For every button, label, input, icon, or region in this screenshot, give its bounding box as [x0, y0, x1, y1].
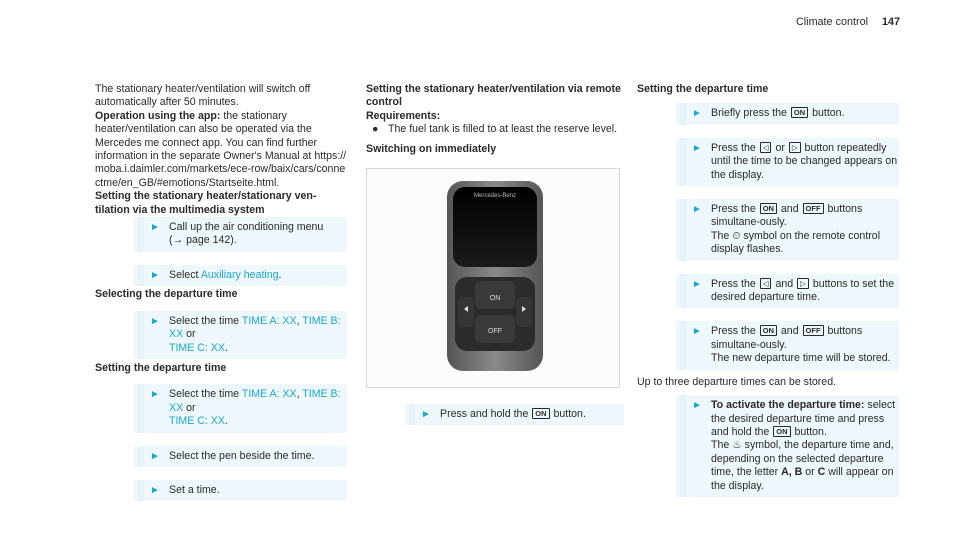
app-heading: Operation using the app: — [95, 109, 221, 122]
requirement-item — [372, 123, 624, 136]
on-symbol-icon: ON — [773, 426, 790, 437]
step-text: The new departure time will be stored. — [711, 352, 891, 365]
left-symbol-icon: ◁ — [760, 142, 772, 153]
switch-heading: Switching on immediately — [366, 142, 497, 155]
step-text: Briefly press the — [711, 107, 787, 120]
brand-text: Mercedes-Benz — [473, 193, 517, 200]
remote-control-icon — [367, 169, 619, 387]
step-arrow-icon: ► — [150, 269, 160, 281]
column-1 — [95, 83, 347, 501]
section-title: Climate control — [795, 16, 868, 28]
punct: . — [278, 268, 282, 281]
manual-url: https://moba.i.daimler.com/markets/ece-row/baix/cars/connectme/en_GB/#emotions/Startseite.html. — [95, 150, 347, 189]
on-symbol-icon: ON — [760, 325, 777, 336]
step-arrow-icon: ► — [692, 326, 702, 338]
step-text: button repeatedly until the time to be changed appears on the display. — [711, 141, 898, 181]
step-call-menu — [134, 217, 347, 252]
multimedia-heading: Setting the stationary heater/stationary ven-tilation via the multimedia system — [95, 190, 317, 216]
step-text: Press and hold the — [440, 408, 529, 421]
step-text: Select — [169, 268, 199, 281]
step-arrow-icon: ► — [692, 142, 702, 154]
column-3 — [637, 83, 899, 497]
step-select-time: ► Select the time TIME A: XX, TIME B: XX or TIME C: XX. — [134, 311, 347, 359]
step-text: will appear on the display. — [711, 466, 894, 492]
on-symbol-icon: ON — [791, 107, 808, 118]
on-button-label: ON — [489, 295, 501, 303]
off-button-label: OFF — [488, 328, 502, 336]
app-text: the stationary heater/ventilation can also be operated via the Mercedes me connect app. You can find further information in the separate Owner's Manual at — [95, 109, 318, 163]
right-symbol-icon: ▷ — [789, 142, 801, 153]
step-arrow-icon: ► — [692, 108, 702, 120]
remote-control-image — [366, 168, 620, 388]
step-arrow-icon: ► — [150, 315, 160, 327]
step-text: button. — [794, 425, 827, 438]
step-activate — [676, 395, 899, 497]
step-arrow-icon: ► — [150, 389, 160, 401]
intro-text: The stationary heater/ventilation will switch off automatically after 50 minutes. — [95, 83, 311, 109]
time-c-link[interactable]: TIME C: XX — [169, 341, 225, 354]
time-b-link[interactable]: TIME B: XX — [169, 388, 341, 414]
step-text: The — [711, 439, 730, 452]
step-arrow-icon: ► — [692, 400, 702, 412]
step-text: symbol, the departure time and, depending on the selected departure time, the letter — [711, 439, 894, 479]
step-briefly-press — [676, 103, 899, 124]
bullet-icon: ● — [372, 123, 379, 136]
letters-ab: A, B — [781, 466, 803, 479]
requirement-text: The fuel tank is filled to at least the reserve level. — [388, 123, 618, 136]
step-text: buttons simultane-ously. — [711, 325, 863, 351]
step-text: Select the pen beside the time. — [169, 449, 315, 462]
step-text: or — [775, 141, 785, 154]
step-text: and — [780, 325, 799, 338]
step-text: and — [780, 203, 799, 216]
step-select-heating — [134, 265, 347, 286]
remote-heading: Setting the stationary heater/ventilation via remote control — [366, 83, 621, 109]
step-arrow-icon: ► — [421, 409, 431, 421]
step-press-hold-on — [405, 404, 624, 425]
selecting-heading: Selecting the departure time — [95, 288, 238, 301]
step-text: symbol on the remote control display flashes. — [711, 229, 881, 256]
step-text: Press the — [711, 141, 756, 154]
time-a-link[interactable]: TIME A: XX — [241, 314, 297, 327]
step-select-time-2: ► Select the time TIME A: XX, TIME B: XX or TIME C: XX. — [134, 384, 347, 432]
page-reference: (→ page 142). — [169, 234, 237, 247]
app-paragraph — [95, 110, 347, 190]
or-text: or — [186, 401, 196, 414]
step-set-time — [134, 480, 347, 501]
seat-heating-icon: ♨ — [732, 439, 742, 452]
on-symbol-icon: ON — [760, 203, 777, 214]
page-header — [796, 16, 900, 29]
departure-heading: Setting the departure time — [637, 83, 769, 95]
step-text: Call up the air conditioning menu — [169, 221, 324, 234]
step-store-time — [676, 321, 899, 369]
requirements-label: Requirements: — [366, 109, 441, 122]
step-arrow-icon: ► — [150, 222, 160, 234]
off-symbol-icon: OFF — [803, 325, 824, 336]
step-set-departure — [676, 274, 899, 309]
step-text: Select the time — [169, 388, 240, 401]
page-number: 147 — [881, 16, 900, 28]
up-to-text: Up to three departure times can be stored. — [637, 375, 837, 388]
step-press-arrows — [676, 138, 899, 186]
or-text: or — [186, 328, 196, 341]
step-text: buttons to set the desired departure time. — [711, 277, 895, 304]
step-text: or — [805, 466, 815, 479]
step-text: select the desired departure time and press and hold the — [711, 399, 896, 438]
step-arrow-icon: ► — [150, 450, 160, 462]
setting-heading: Setting the departure time — [95, 361, 227, 374]
clock-icon: ⏲ — [732, 229, 741, 242]
step-text: Select the time — [169, 314, 240, 327]
step-arrow-icon: ► — [692, 278, 702, 290]
time-b-link[interactable]: TIME B: XX — [169, 314, 341, 341]
left-symbol-icon: ◁ — [760, 278, 772, 289]
step-text: button. — [553, 408, 586, 421]
step-press-on-off — [676, 199, 899, 261]
right-symbol-icon: ▷ — [797, 278, 809, 289]
time-c-link[interactable]: TIME C: XX — [169, 415, 225, 428]
auxiliary-heating-link[interactable]: Auxiliary heating — [200, 268, 279, 281]
column-2 — [366, 83, 624, 425]
activate-heading: To activate the departure time: — [711, 399, 865, 412]
step-text: Set a time. — [169, 483, 220, 496]
step-text: Press the — [711, 203, 756, 216]
off-symbol-icon: OFF — [803, 203, 824, 214]
step-select-pen — [134, 446, 347, 467]
step-text: button. — [812, 107, 845, 120]
on-symbol-icon: ON — [532, 408, 549, 419]
step-arrow-icon: ► — [150, 484, 160, 496]
step-text: and — [775, 277, 794, 290]
step-text: Press the — [711, 277, 756, 290]
step-text: Press the — [711, 325, 756, 338]
time-a-link[interactable]: TIME A: XX — [241, 388, 297, 401]
step-text: buttons simultane-ously. — [711, 203, 863, 229]
step-arrow-icon: ► — [692, 204, 702, 216]
letter-c: C — [817, 466, 826, 479]
step-text: The — [711, 229, 730, 242]
